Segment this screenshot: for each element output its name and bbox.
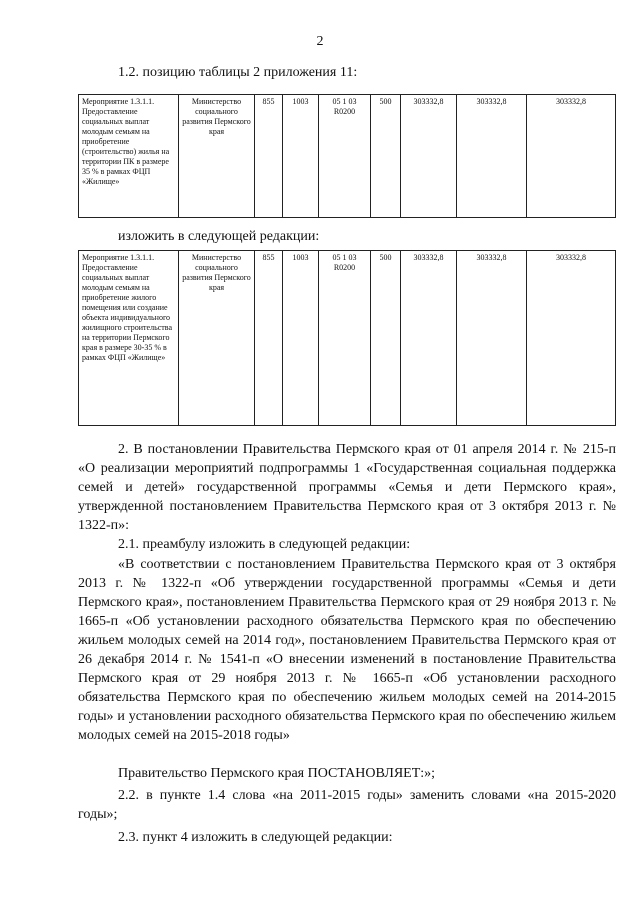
paragraph-2-2	[78, 786, 616, 824]
expense-type-cell: 500	[371, 95, 401, 218]
page-number: 2	[316, 34, 324, 49]
amount-cell-1: 303332,8	[401, 95, 457, 218]
paragraph-2-1	[78, 535, 616, 554]
amount-cell-2: 303332,8	[457, 251, 527, 426]
table-new-position	[78, 250, 616, 426]
amount-cell-3: 303332,8	[527, 95, 616, 218]
paragraph-2	[78, 440, 616, 535]
paragraph-resolve-text: Правительство Пермского края ПОСТАНОВЛЯЕТ:»;	[118, 766, 436, 781]
ministry-cell: Министерство социального развития Пермского края	[179, 251, 255, 426]
target-cell: 05 1 03 R0200	[319, 251, 371, 426]
code-cell: 855	[255, 95, 283, 218]
paragraph-2-2-text: 2.2. в пункте 1.4 слова «на 2011-2015 годы» заменить словами «на 2015-2020 годы»;	[78, 788, 616, 822]
table-old-position	[78, 94, 616, 218]
paragraph-2-3	[78, 828, 616, 847]
paragraph-quote	[78, 555, 616, 745]
paragraph-2-3-text: 2.3. пункт 4 изложить в следующей редакции:	[118, 830, 393, 845]
measure-cell: Мероприятие 1.3.1.1. Предоставление социальных выплат молодым семьям на приобретение жилого помещения или создание объекта индивидуального жилищного строительства на территории Пермского края в размере 30-35 % в рамках ФЦП «Жилище»	[79, 251, 179, 426]
item-1-2-heading: 1.2. позицию таблицы 2 приложения 11:	[118, 65, 358, 80]
code-cell: 855	[255, 251, 283, 426]
paragraph-2-1-text: 2.1. преамбулу изложить в следующей редакции:	[118, 537, 411, 552]
amount-cell-2: 303332,8	[457, 95, 527, 218]
expense-type-cell: 500	[371, 251, 401, 426]
table-row	[79, 251, 616, 426]
target-cell: 05 1 03 R0200	[319, 95, 371, 218]
section-cell: 1003	[283, 95, 319, 218]
amount-cell-3: 303332,8	[527, 251, 616, 426]
paragraph-quote-text: «В соответствии с постановлением Правительства Пермского края от 3 октября 2013 г. № 1322-п «Об утверждении государственной программы «Семья и дети Пермского края», постановлением Правительства Пермского края от 29 ноября 2013 г. № 1665-п «Об установлении расходного обязательства Пермского края по обеспечению жильем молодых семей на 2014 год», постановлением Правительства Пермского края от 26 декабря 2014 г. № 1541-п «О внесении изменений в постановление Правительства Пермского края от 29 ноября 2013 г. № 1665-п «Об установлении расходного обязательства Пермского края по обеспечению жильем молодых семей на 2014-2015 годы» и установлении расходного обязательства Пермского края по обеспечению жильем молодых семей на 2015-2018 годы»	[78, 557, 616, 743]
table-row	[79, 95, 616, 218]
amount-cell-1: 303332,8	[401, 251, 457, 426]
measure-cell: Мероприятие 1.3.1.1. Предоставление социальных выплат молодым семьям на приобретение (строительство) жилья на территории ПК в размере 35 % в рамках ФЦП «Жилище»	[79, 95, 179, 218]
paragraph-2-text: 2. В постановлении Правительства Пермского края от 01 апреля 2014 г. № 215-п «О реализации мероприятий подпрограммы 1 «Государственная социальная поддержка семей и детей» государственной программы «Семья и дети Пермского края», утвержденной постановлением Правительства Пермского края от 3 октября 2013 г. № 1322-п»:	[78, 442, 616, 533]
state-new-heading: изложить в следующей редакции:	[118, 229, 320, 244]
ministry-cell: Министерство социального развития Пермского края	[179, 95, 255, 218]
section-cell: 1003	[283, 251, 319, 426]
paragraph-resolve	[78, 764, 616, 783]
